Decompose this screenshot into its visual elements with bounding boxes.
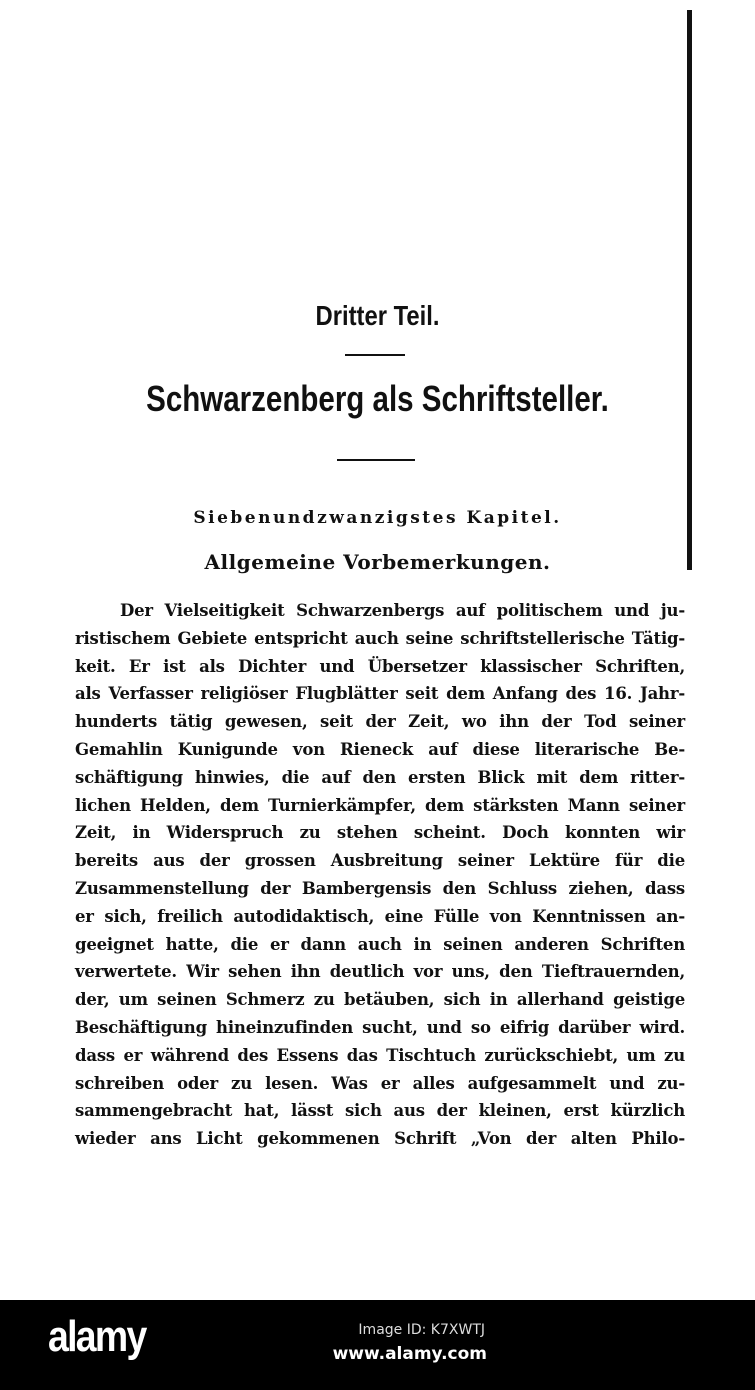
book-title: Schwarzenberg als Schriftsteller.: [146, 378, 609, 419]
part-title: Dritter Teil.: [315, 300, 440, 331]
alamy-logo: alamy: [48, 1312, 146, 1361]
text-line: Zeit, in Widerspruch zu stehen scheint. Doch konnten wir: [75, 823, 685, 843]
divider: [345, 354, 405, 356]
text-line: als Verfasser religiöser Flugblätter seit dem Anfang des 16. Jahr-: [75, 684, 685, 704]
text-line: Der Vielseitigkeit Schwarzenbergs auf politischem und ju-: [120, 601, 685, 620]
chapter-heading: Siebenundzwanzigstes Kapitel.: [193, 508, 562, 528]
divider: [337, 459, 415, 461]
text-line: der, um seinen Schmerz zu betäuben, sich in allerhand geistige: [75, 990, 685, 1010]
text-line: wieder ans Licht gekommenen Schrift „Von der alten Philo-: [75, 1129, 685, 1149]
text-line: schreiben oder zu lesen. Was er alles aufgesammelt und zu-: [75, 1073, 685, 1093]
text-line: hunderts tätig gewesen, seit der Zeit, wo ihn der Tod seiner: [75, 712, 685, 732]
section-heading: Allgemeine Vorbemerkungen.: [204, 550, 551, 574]
text-line: dass er während des Essens das Tischtuch zurückschiebt, um zu: [75, 1045, 685, 1065]
text-line: schäftigung hinwies, die auf den ersten Blick mit dem ritter-: [75, 767, 685, 787]
body-text: [75, 597, 685, 1153]
watermark-url: www.alamy.com: [332, 1344, 487, 1364]
image-id: Image ID: K7XWTJ: [358, 1322, 485, 1338]
watermark-bar: [0, 1300, 755, 1390]
text-line: lichen Helden, dem Turnierkämpfer, dem stärksten Mann seiner: [75, 795, 685, 815]
text-line: sammengebracht hat, lässt sich aus der kleinen, erst kürzlich: [75, 1101, 685, 1121]
text-line: er sich, freilich autodidaktisch, eine Fülle von Kenntnissen an-: [75, 906, 685, 926]
text-line: Zusammenstellung der Bambergensis den Schluss ziehen, dass: [75, 878, 685, 898]
page-edge-bar: [687, 10, 692, 570]
text-line: ristischem Gebiete entspricht auch seine schriftstellerische Tätig-: [75, 628, 685, 648]
text-line: keit. Er ist als Dichter und Übersetzer klassischer Schriften,: [75, 656, 685, 676]
text-line: verwertete. Wir sehen ihn deutlich vor uns, den Tieftrauernden,: [75, 962, 685, 982]
text-line: geeignet hatte, die er dann auch in seinen anderen Schriften: [75, 934, 685, 954]
text-line: Gemahlin Kunigunde von Rieneck auf diese literarische Be-: [75, 739, 685, 759]
text-line: bereits aus der grossen Ausbreitung seiner Lektüre für die: [75, 851, 685, 871]
text-line: Beschäftigung hineinzufinden sucht, und so eifrig darüber wird.: [75, 1017, 685, 1037]
